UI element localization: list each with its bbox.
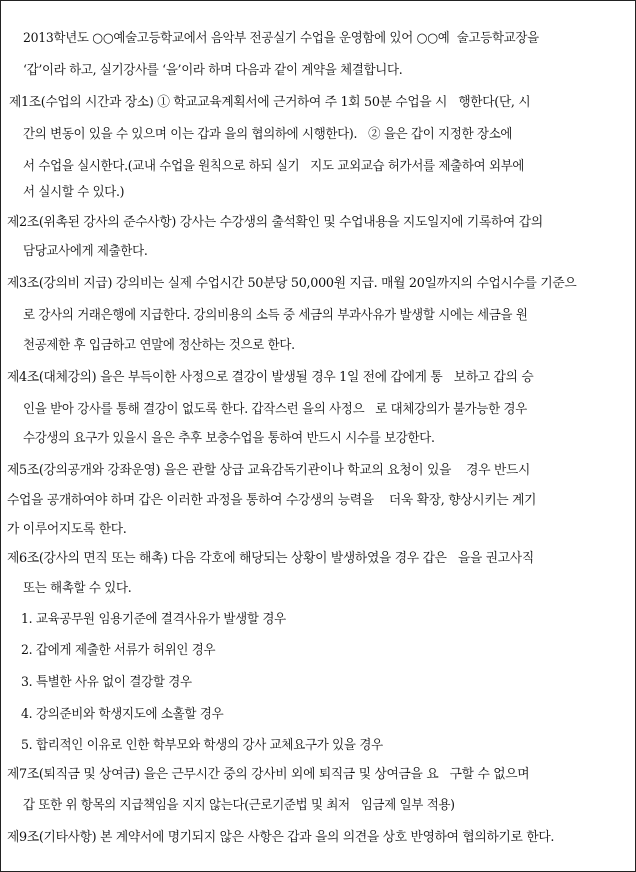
article-4-heading: 제4조(대체강의) 을은 부득이한 사정으로 결강이 발생될 경우 1일 전에 갑에게 통 보하고 갑의 승 bbox=[7, 370, 534, 385]
article-5-heading: 제5조(강의공개와 강좌운영) 을은 관할 상급 교육감독기관이나 학교의 요청이 있을 경우 반드시 bbox=[7, 463, 531, 478]
intro-line-2: ‘갑’이라 하고, 실기강사를 ‘을’이라 하며 다음과 같이 계약을 체결합니다. bbox=[23, 63, 403, 78]
article-1-line: 간의 변동이 있을 수 있으며 이는 갑과 을의 협의하에 시행한다). ② 을은 갑이 지정한 장소에 bbox=[23, 127, 513, 142]
article-7-heading: 제7조(퇴직금 및 상여금) 을은 근무시간 중의 강사비 외에 퇴직금 및 상여금을 요 구할 수 없으며 bbox=[7, 767, 530, 782]
article-2-line: 담당교사에게 제출한다. bbox=[23, 244, 148, 259]
article-5-line: 가 이루어지도록 한다. bbox=[7, 522, 127, 537]
article-6-item-3: 3. 특별한 사유 없이 결강할 경우 bbox=[21, 675, 192, 690]
article-3-line: 로 강사의 거래은행에 지급한다. 강의비용의 소득 중 세금의 부과사유가 발생할 시에는 세금을 원 bbox=[23, 308, 528, 323]
article-1-line: 서 수업을 실시한다.(교내 수업을 원칙으로 하되 실기 지도 교외교습 허가서를 제출하여 외부에 bbox=[23, 159, 525, 174]
article-6-item-2: 2. 갑에게 제출한 서류가 허위인 경우 bbox=[21, 643, 216, 658]
article-3-line: 천공제한 후 입금하고 연말에 정산하는 것으로 한다. bbox=[23, 338, 295, 353]
article-6-item-1: 1. 교육공무원 임용기준에 결격사유가 발생할 경우 bbox=[21, 612, 286, 627]
article-5-line: 수업을 공개하여야 하며 갑은 이러한 과정을 통하여 수강생의 능력을 더욱 확장, 향상시키는 계기 bbox=[7, 493, 537, 508]
article-3-heading: 제3조(강의비 지급) 강의비는 실제 수업시간 50분당 50,000원 지급. 매월 20일까지의 수업시수를 기준으 bbox=[7, 276, 577, 291]
article-4-line: 인을 받아 강사를 통해 결강이 없도록 한다. 갑작스런 을의 사정으 로 대체강의가 불가능한 경우 bbox=[23, 402, 527, 417]
article-6-item-4: 4. 강의준비와 학생지도에 소홀할 경우 bbox=[21, 707, 224, 722]
intro-line-1: 2013학년도 ○○예술고등학교에서 음악부 전공실기 수업을 운영함에 있어 ○○예 술고등학교장을 bbox=[23, 31, 539, 46]
article-1-line: 서 실시할 수 있다.) bbox=[23, 185, 125, 200]
article-2-heading: 제2조(위촉된 강사의 준수사항) 강사는 수강생의 출석확인 및 수업내용을 지도일지에 기록하여 갑의 bbox=[7, 215, 543, 230]
article-6-line: 또는 해촉할 수 있다. bbox=[23, 581, 132, 596]
article-1-heading: 제1조(수업의 시간과 장소) ① 학교교육계획서에 근거하여 주 1회 50분 수업을 시 행한다(단, 시 bbox=[9, 95, 531, 110]
article-6-item-5: 5. 합리적인 이유로 인한 학부모와 학생의 강사 교체요구가 있을 경우 bbox=[21, 738, 383, 753]
article-7-line: 갑 또한 위 항목의 지급책임을 지지 않는다(근로기준법 및 최저 임금제 일부 적용) bbox=[23, 798, 455, 813]
article-4-line: 수강생의 요구가 있을시 을은 추후 보충수업을 통하여 반드시 시수를 보강한다. bbox=[23, 431, 435, 446]
article-9-heading: 제9조(기타사항) 본 계약서에 명기되지 않은 사항은 갑과 을의 의견을 상호 반영하여 협의하기로 한다. bbox=[7, 830, 555, 845]
article-6-heading: 제6조(강사의 면직 또는 해촉) 다음 각호에 해당되는 상황이 발생하였을 경우 갑은 을을 권고사직 bbox=[7, 551, 534, 566]
